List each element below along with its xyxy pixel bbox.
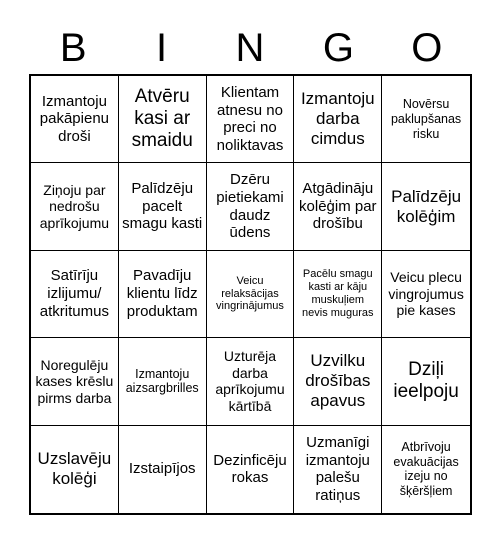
bingo-cell-r4c3[interactable] (207, 338, 295, 425)
bingo-cell-label: Veicu relaksācijas vingrinājumus (216, 274, 284, 313)
bingo-cell-r5c5[interactable] (382, 426, 470, 513)
bingo-cell-r2c2[interactable] (119, 163, 207, 250)
bingo-cell-r5c4[interactable] (294, 426, 382, 513)
bingo-cell-r1c5[interactable] (382, 76, 470, 163)
bingo-cell-label: Pacēlu smagu kasti ar kāju muskuļiem nevis muguras (302, 268, 374, 319)
bingo-cell-label: Pavadīju klientu līdz produktam (126, 267, 198, 320)
bingo-cell-r4c2[interactable] (119, 338, 207, 425)
bingo-cell-label: Izmantoju aizsargbrilles (125, 366, 199, 396)
bingo-cell-r4c5[interactable] (382, 338, 470, 425)
bingo-cell-r3c5[interactable] (382, 251, 470, 338)
bingo-cell-r2c1[interactable] (31, 163, 119, 250)
bingo-cell-label: Palīdzēju pacelt smagu kasti (122, 180, 203, 233)
bingo-cell-r1c1[interactable] (31, 76, 119, 163)
bingo-cell-label: Dezinficēju rokas (213, 451, 287, 487)
bingo-header (29, 22, 471, 74)
bingo-cell-r3c3[interactable] (207, 251, 295, 338)
bingo-cell-label: Atbrīvoju evakuācijas izeju no šķēršļiem (393, 439, 459, 499)
bingo-cell-label: Uzturēja darba aprīkojumu kārtībā (215, 348, 285, 414)
bingo-cell-label: Uzslavēju kolēģi (37, 449, 112, 489)
bingo-cell-label: Palīdzēju kolēģim (391, 186, 462, 226)
bingo-cell-r4c1[interactable] (31, 338, 119, 425)
bingo-board (29, 74, 472, 515)
bingo-cell-label: Satīrīju izlijumu/ atkritumus (39, 267, 109, 320)
bingo-cell-label: Atvēru kasi ar smaidu (131, 85, 193, 152)
bingo-cell-r3c1[interactable] (31, 251, 119, 338)
header-letter-i: I (156, 26, 168, 70)
header-letter-n: N (235, 26, 265, 70)
bingo-cell-label: Dzēru pietiekami daudz ūdens (216, 171, 284, 242)
header-letter-o: O (411, 26, 443, 70)
bingo-cell-label: Veicu plecu vingrojumus pie kases (388, 269, 464, 319)
bingo-cell-label: Dziļi ieelpoju (393, 358, 459, 403)
bingo-cell-label: Uzvilku drošības apavus (305, 351, 371, 411)
bingo-cell-label: Noregulēju kases krēslu pirms darba (35, 356, 114, 406)
bingo-cell-label: Novērsu paklupšanas risku (390, 97, 462, 141)
bingo-cell-r2c3[interactable] (207, 163, 295, 250)
bingo-cell-r3c4[interactable] (294, 251, 382, 338)
bingo-cell-r5c3[interactable] (207, 426, 295, 513)
header-letter-b: B (59, 26, 87, 70)
bingo-cell-r2c4[interactable] (294, 163, 382, 250)
bingo-cell-r5c2[interactable] (119, 426, 207, 513)
bingo-cell-label: Izstaipījos (128, 460, 196, 478)
bingo-cell-r1c3[interactable] (207, 76, 295, 163)
bingo-cell-label: Izmantoju pakāpienu droši (39, 92, 110, 146)
bingo-cell-r5c1[interactable] (31, 426, 119, 513)
bingo-cell-label: Uzmanīgi izmantoju palešu ratiņus (305, 433, 370, 504)
bingo-cell-label: Ziņoju par nedrošu aprīkojumu (39, 181, 110, 231)
bingo-cell-label: Atgādināju kolēģim par drošību (299, 180, 377, 233)
bingo-cell-r1c4[interactable] (294, 76, 382, 163)
bingo-cell-label: Izmantoju darba cimdus (300, 89, 375, 149)
bingo-cell-label: Klientam atnesu no preci no noliktavas (216, 83, 284, 154)
bingo-cell-r1c2[interactable] (119, 76, 207, 163)
header-letter-g: G (322, 26, 354, 70)
bingo-cell-r3c2[interactable] (119, 251, 207, 338)
bingo-cell-r2c5[interactable] (382, 163, 470, 250)
bingo-cell-r4c4[interactable] (294, 338, 382, 425)
